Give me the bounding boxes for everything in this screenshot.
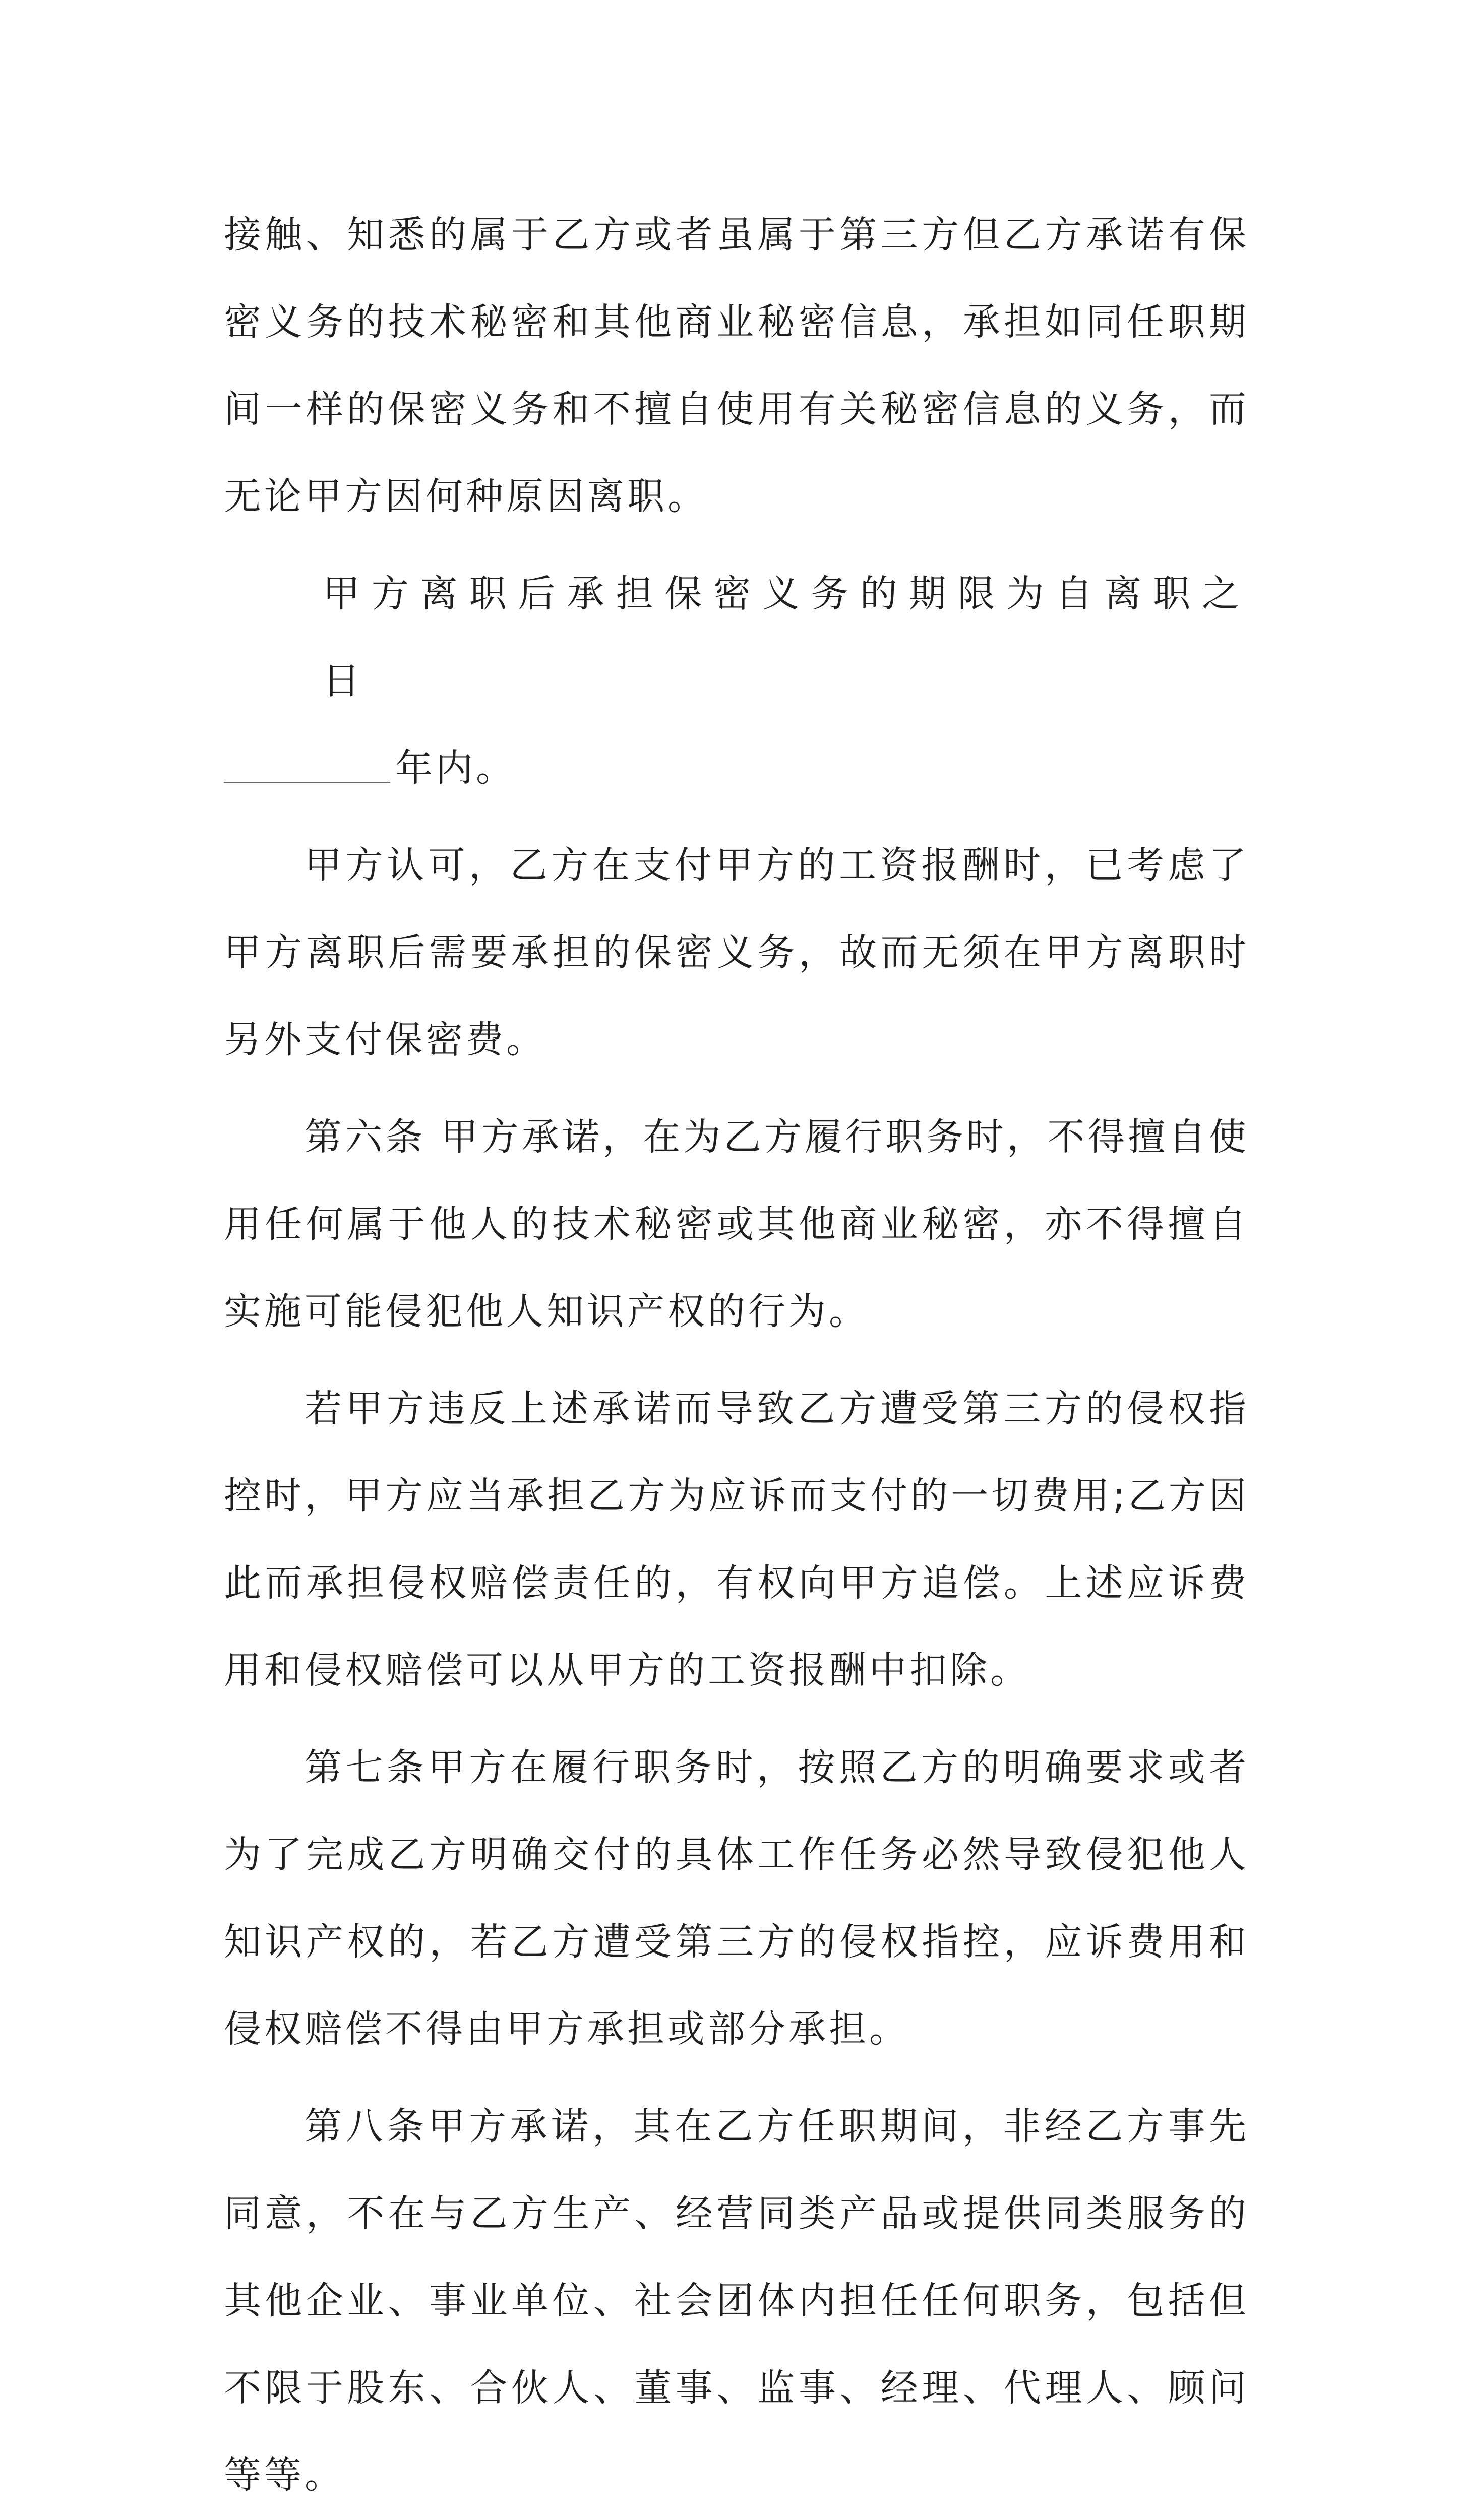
paragraph-article-8: 第八条甲方承诺，其在乙方任职期间，非经乙方事先同意，不在与乙方生产、经营同类产品或提供同类服务的其他企业、事业单位、社会团体内担任任何职务，包括但不限于股东、合伙人、董事、监事、经理、代理人、顾问等等。 xyxy=(224,2105,1249,2497)
paragraph-article-6: 第六条 甲方承诺，在为乙方履行职务时，不得擅自使用任何属于他人的技术秘密或其他商业秘密，亦不得擅自实施可能侵犯他人知识产权的行为。 xyxy=(224,1115,1249,1333)
paragraph-no-confidentiality-fee: 甲方认可，乙方在支付甲方的工资报酬时，已考虑了甲方离职后需要承担的保密义务，故而无须在甲方离职时另外支付保密费。 xyxy=(224,844,1249,1061)
paragraph-confidentiality-continuation: 接触、知悉的属于乙方或者虽属于第三方但乙方承诺有保密义务的技术秘密和其他商业秘密信息，承担如同任职期间一样的保密义务和不擅自使用有关秘密信息的义务，而无论甲方因何种原因离职。 xyxy=(224,213,1249,518)
paragraph-confidentiality-term: 甲方离职后承担保密义务的期限为自离职之日 xyxy=(323,572,1249,703)
paragraph-article-7: 第七条甲方在履行职务时，按照乙方的明确要求或者为了完成乙方明确交付的具体工作任务必然导致侵犯他人知识产权的，若乙方遭受第三方的侵权指控，应诉费用和侵权赔偿不得由甲方承担或部分承担。 xyxy=(224,1746,1249,2051)
years-suffix-text: 年内。 xyxy=(395,746,516,790)
years-blank-field[interactable] xyxy=(224,782,390,783)
paragraph-confidentiality-term-years xyxy=(224,725,1249,812)
paragraph-infringement-liability: 若甲方违反上述承诺而导致乙方遭受第三方的侵权指控时，甲方应当承担乙方为应诉而支付的一切费用;乙方因此而承担侵权赔偿责任的，有权向甲方追偿。上述应诉费用和侵权赔偿可以从甲方的工资报酬中扣除。 xyxy=(224,1387,1249,1692)
document-body xyxy=(224,192,1249,2520)
